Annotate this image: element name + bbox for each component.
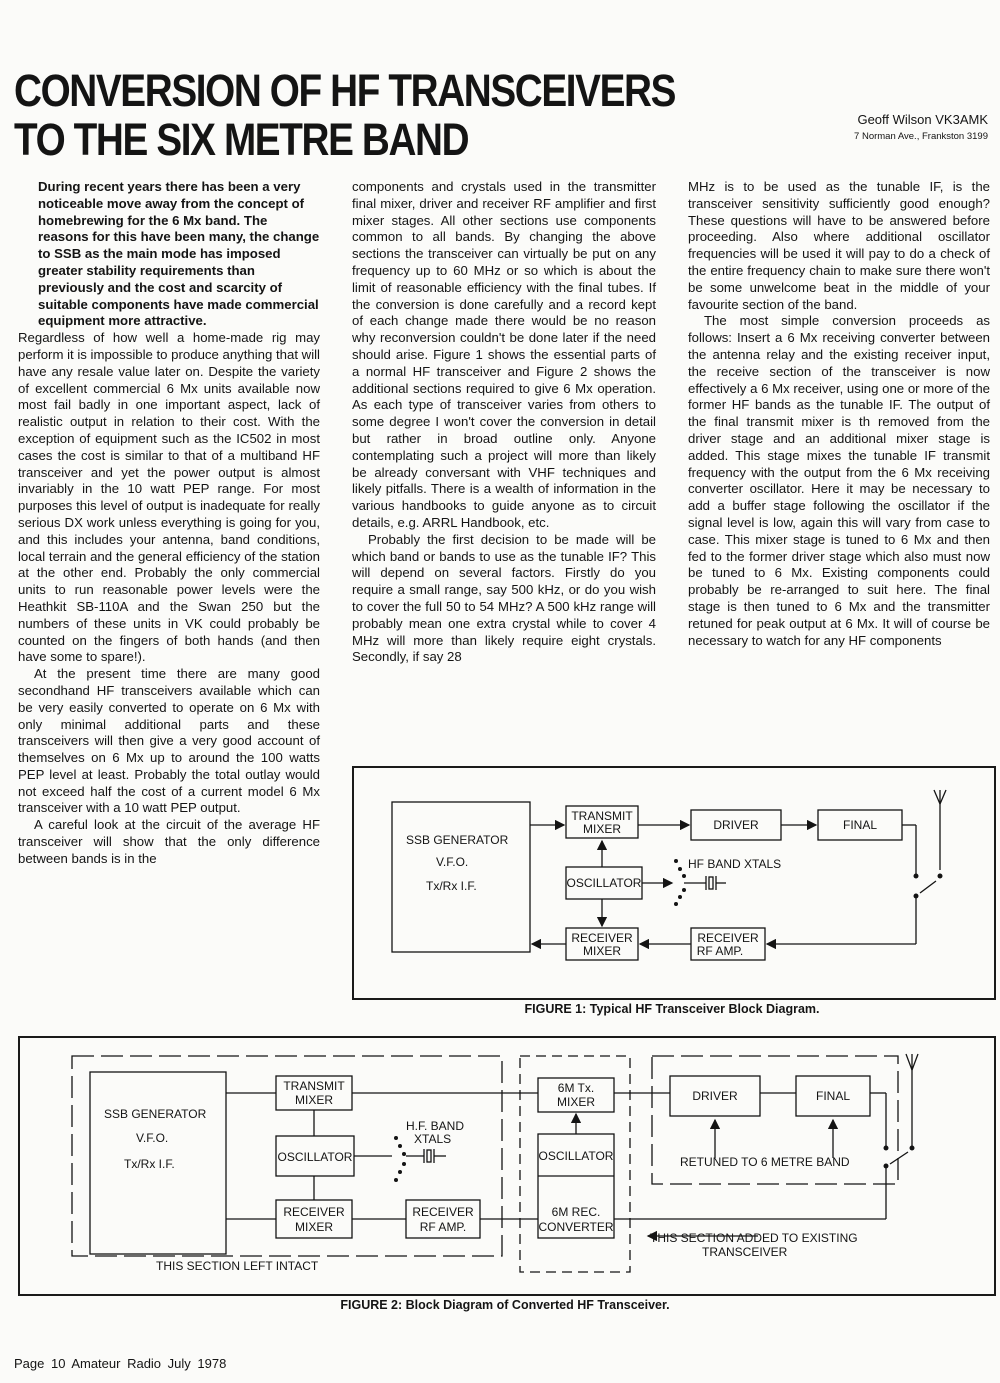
transmit-mixer-label: TRANSMIT: [283, 1079, 345, 1093]
sixm-converter-label: 6M REC.: [551, 1205, 601, 1219]
sixm-tx-mixer-label: 6M Tx.: [557, 1081, 595, 1095]
receiver-mixer-label: MIXER: [294, 1220, 334, 1234]
rf-amp-label: RECEIVER: [697, 931, 759, 945]
paragraph: The most simple conversion proceeds as follows: Insert a 6 Mx receiving converter between the antenna relay and the existing receiver input, the receive section of the transceiver is now effectively a 6 Mx receiver, using one or more of the former HF bands as the tunable IF. The output of the final transmit mixer is th removed from the driver stage and an additional mixer stage is added. This stage mixes the tunable IF transmit frequency with the output from the 6 Mx receiving converter oscillator. Here it may be necessary to add a buffer stage following the oscillator if the signal level is low, again this will vary from case to case. This mixer stage is tuned to 6 Mx and then fed to the former driver stage which also must now be tuned to 6 Mx. Existing components could probably be re-arranged to suit here. The final stage is then tuned to 6 Mx and the transmitter retuned for peak output at 6 Mx. It will of course be necessary to watch for any HF components: [688, 313, 990, 648]
oscillator-label: OSCILLATOR: [566, 876, 642, 890]
sixm-oscillator-label: OSCILLATOR: [538, 1149, 614, 1163]
retuned-label: RETUNED TO 6 METRE BAND: [680, 1155, 850, 1169]
txrx-if-label: Tx/Rx I.F.: [426, 879, 477, 893]
rf-amp-label: RECEIVER: [412, 1205, 474, 1219]
author-address: 7 Norman Ave., Frankston 3199: [854, 131, 988, 142]
transmit-mixer-label: MIXER: [582, 822, 622, 836]
transmit-mixer-label: TRANSMIT: [571, 809, 633, 823]
title-line-1: CONVERSION OF HF TRANSCEIVERS: [14, 65, 676, 116]
xtals-label: H.F. BAND: [406, 1119, 465, 1133]
receiver-mixer-label: MIXER: [582, 944, 622, 958]
paragraph: Probably the first decision to be made will be which band or bands to use as the tunable IF? This will depend on several factors. Firstly do you require a small range, say 500 kHz, or do you wish to cover the full 50 to 54 MHz? A 500 kHz range will probably mean one extra crystal while to cover 4 MHz will more than likely require eight crystals. Secondly, if say 28: [352, 531, 656, 665]
figure-1-diagram: [354, 768, 994, 998]
paragraph: A careful look at the circuit of the average HF transceiver will show that the only difference between bands is in the: [18, 817, 320, 866]
figure-2-caption: FIGURE 2: Block Diagram of Converted HF Transceiver.: [340, 1298, 670, 1312]
txrx-if-label: Tx/Rx I.F.: [124, 1157, 175, 1171]
receiver-mixer-label: RECEIVER: [571, 931, 633, 945]
paragraph: MHz is to be used as the tunable IF, is the transceiver sensitivity sufficiently good enough? These questions will have to be answered before proceeding. Also where additional oscillator frequencies will be used it will pay to do a check of the entire frequency chain to make sure there won't be some unwelcome beat in the middle of your favourite section of the band.: [688, 179, 990, 312]
rf-amp-label: RF AMP.: [696, 944, 744, 958]
transmit-mixer-label: MIXER: [294, 1093, 334, 1107]
sixm-tx-mixer-label: MIXER: [556, 1095, 596, 1109]
figure-1: [352, 766, 996, 1000]
title-line-2: TO THE SIX METRE BAND: [14, 114, 469, 165]
column-2: [352, 179, 656, 666]
ssb-generator-label: SSB GENERATOR: [104, 1107, 207, 1121]
paragraph: At the present time there are many good secondhand HF transceivers available which can be very easily converted to operate on 6 Mx with only minimal additional parts and these transceivers will then give a very good account of themselves on 6 Mx up to around the 100 watts PEP level at least. Probably the total outlay would not exceed half the cost of a current model 6 Mx transceiver with a 10 watt PEP output.: [18, 666, 320, 816]
ssb-generator-label: SSB GENERATOR: [406, 833, 509, 847]
sixm-converter-label: CONVERTER: [538, 1220, 614, 1234]
added-section-label: TRANSCEIVER: [702, 1245, 788, 1259]
author-name: Geoff Wilson VK3AMK: [857, 112, 988, 127]
paragraph: components and crystals used in the transmitter final mixer, driver and receiver RF amplifier and first mixer stages. All other sections use components common to all bands. By changing the above sections the transceiver can virtually be put on any frequency up to 60 MHz or so which is about the limit of reasonable efficiency with the final tubes. If the conversion is done carefully and a record kept of each change made there would be no reason why reconversion couldn't be done later if the need should arise. Figure 1 shows the essential parts of a normal HF transceiver and Figure 2 shows the additional sections required to give 6 Mx operation. As each type of transceiver varies from others to some degree I won't cover the conversion in detail but rather in broad outline only. Anyone contemplating such a project will more than likely be already conversant with VHF techniques and likely pitfalls. There is a wealth of information in the various handbooks to guide anyone as to circuit details, e.g. ARRL Handbook, etc.: [352, 179, 656, 530]
figure-1-caption: FIGURE 1: Typical HF Transceiver Block Diagram.: [524, 1002, 820, 1016]
lead-paragraph: During recent years there has been a very noticeable move away from the concept of homebrewing for the 6 Mx band. The reasons for this have been many, the change to SSB as the main mode has imposed greater stability requirements than previously and the cost and scarcity of suitable components have made commercial equipment more attractive.: [38, 179, 320, 329]
figure-2-diagram: [20, 1038, 994, 1294]
column-1: [18, 179, 320, 868]
final-label: FINAL: [842, 818, 878, 832]
left-intact-label: THIS SECTION LEFT INTACT: [156, 1259, 319, 1273]
vfo-label: V.F.O.: [436, 855, 469, 869]
driver-label: DRIVER: [713, 818, 759, 832]
final-label: FINAL: [815, 1089, 851, 1103]
receiver-mixer-label: RECEIVER: [283, 1205, 345, 1219]
byline: [854, 112, 988, 143]
driver-label: DRIVER: [692, 1089, 738, 1103]
vfo-label: V.F.O.: [136, 1131, 169, 1145]
paragraph: Regardless of how well a home-made rig may perform it is impossible to produce anything that will have any resale value later on. Despite the variety of excellent commercial 6 Mx units available now most fail badly in one important aspect, lack of realistic output in relation to their cost. With the exception of equipment such as the IC502 in most cases the cost is similar to that of a multiband HF transceiver and yet the power output is almost invariably in the 10 watt PEP range. For most purposes this level of output is inadequate for really serious DX work unless everything is going for you, and this includes your antenna, band conditions, local terrain and the general efficiency of the station at the other end. Probably the only commercial units to run reasonable power levels were the Heathkit SB-110A and the Swan 250 but the numbers of these units in VK could probably be counted on the fingers of both hands (and then have some to spare!).: [18, 330, 320, 665]
xtals-label: HF BAND XTALS: [688, 857, 782, 871]
added-section-label: THIS SECTION ADDED TO EXISTING: [650, 1231, 858, 1245]
ssb-generator-block: [392, 802, 530, 952]
article-title: [14, 66, 693, 164]
page-footer: Page 10 Amateur Radio July 1978: [14, 1356, 227, 1371]
rf-amp-label: RF AMP.: [419, 1220, 467, 1234]
column-3: [688, 179, 990, 649]
oscillator-label: OSCILLATOR: [277, 1150, 353, 1164]
figure-2: [18, 1036, 996, 1296]
xtals-label: XTALS: [414, 1132, 452, 1146]
